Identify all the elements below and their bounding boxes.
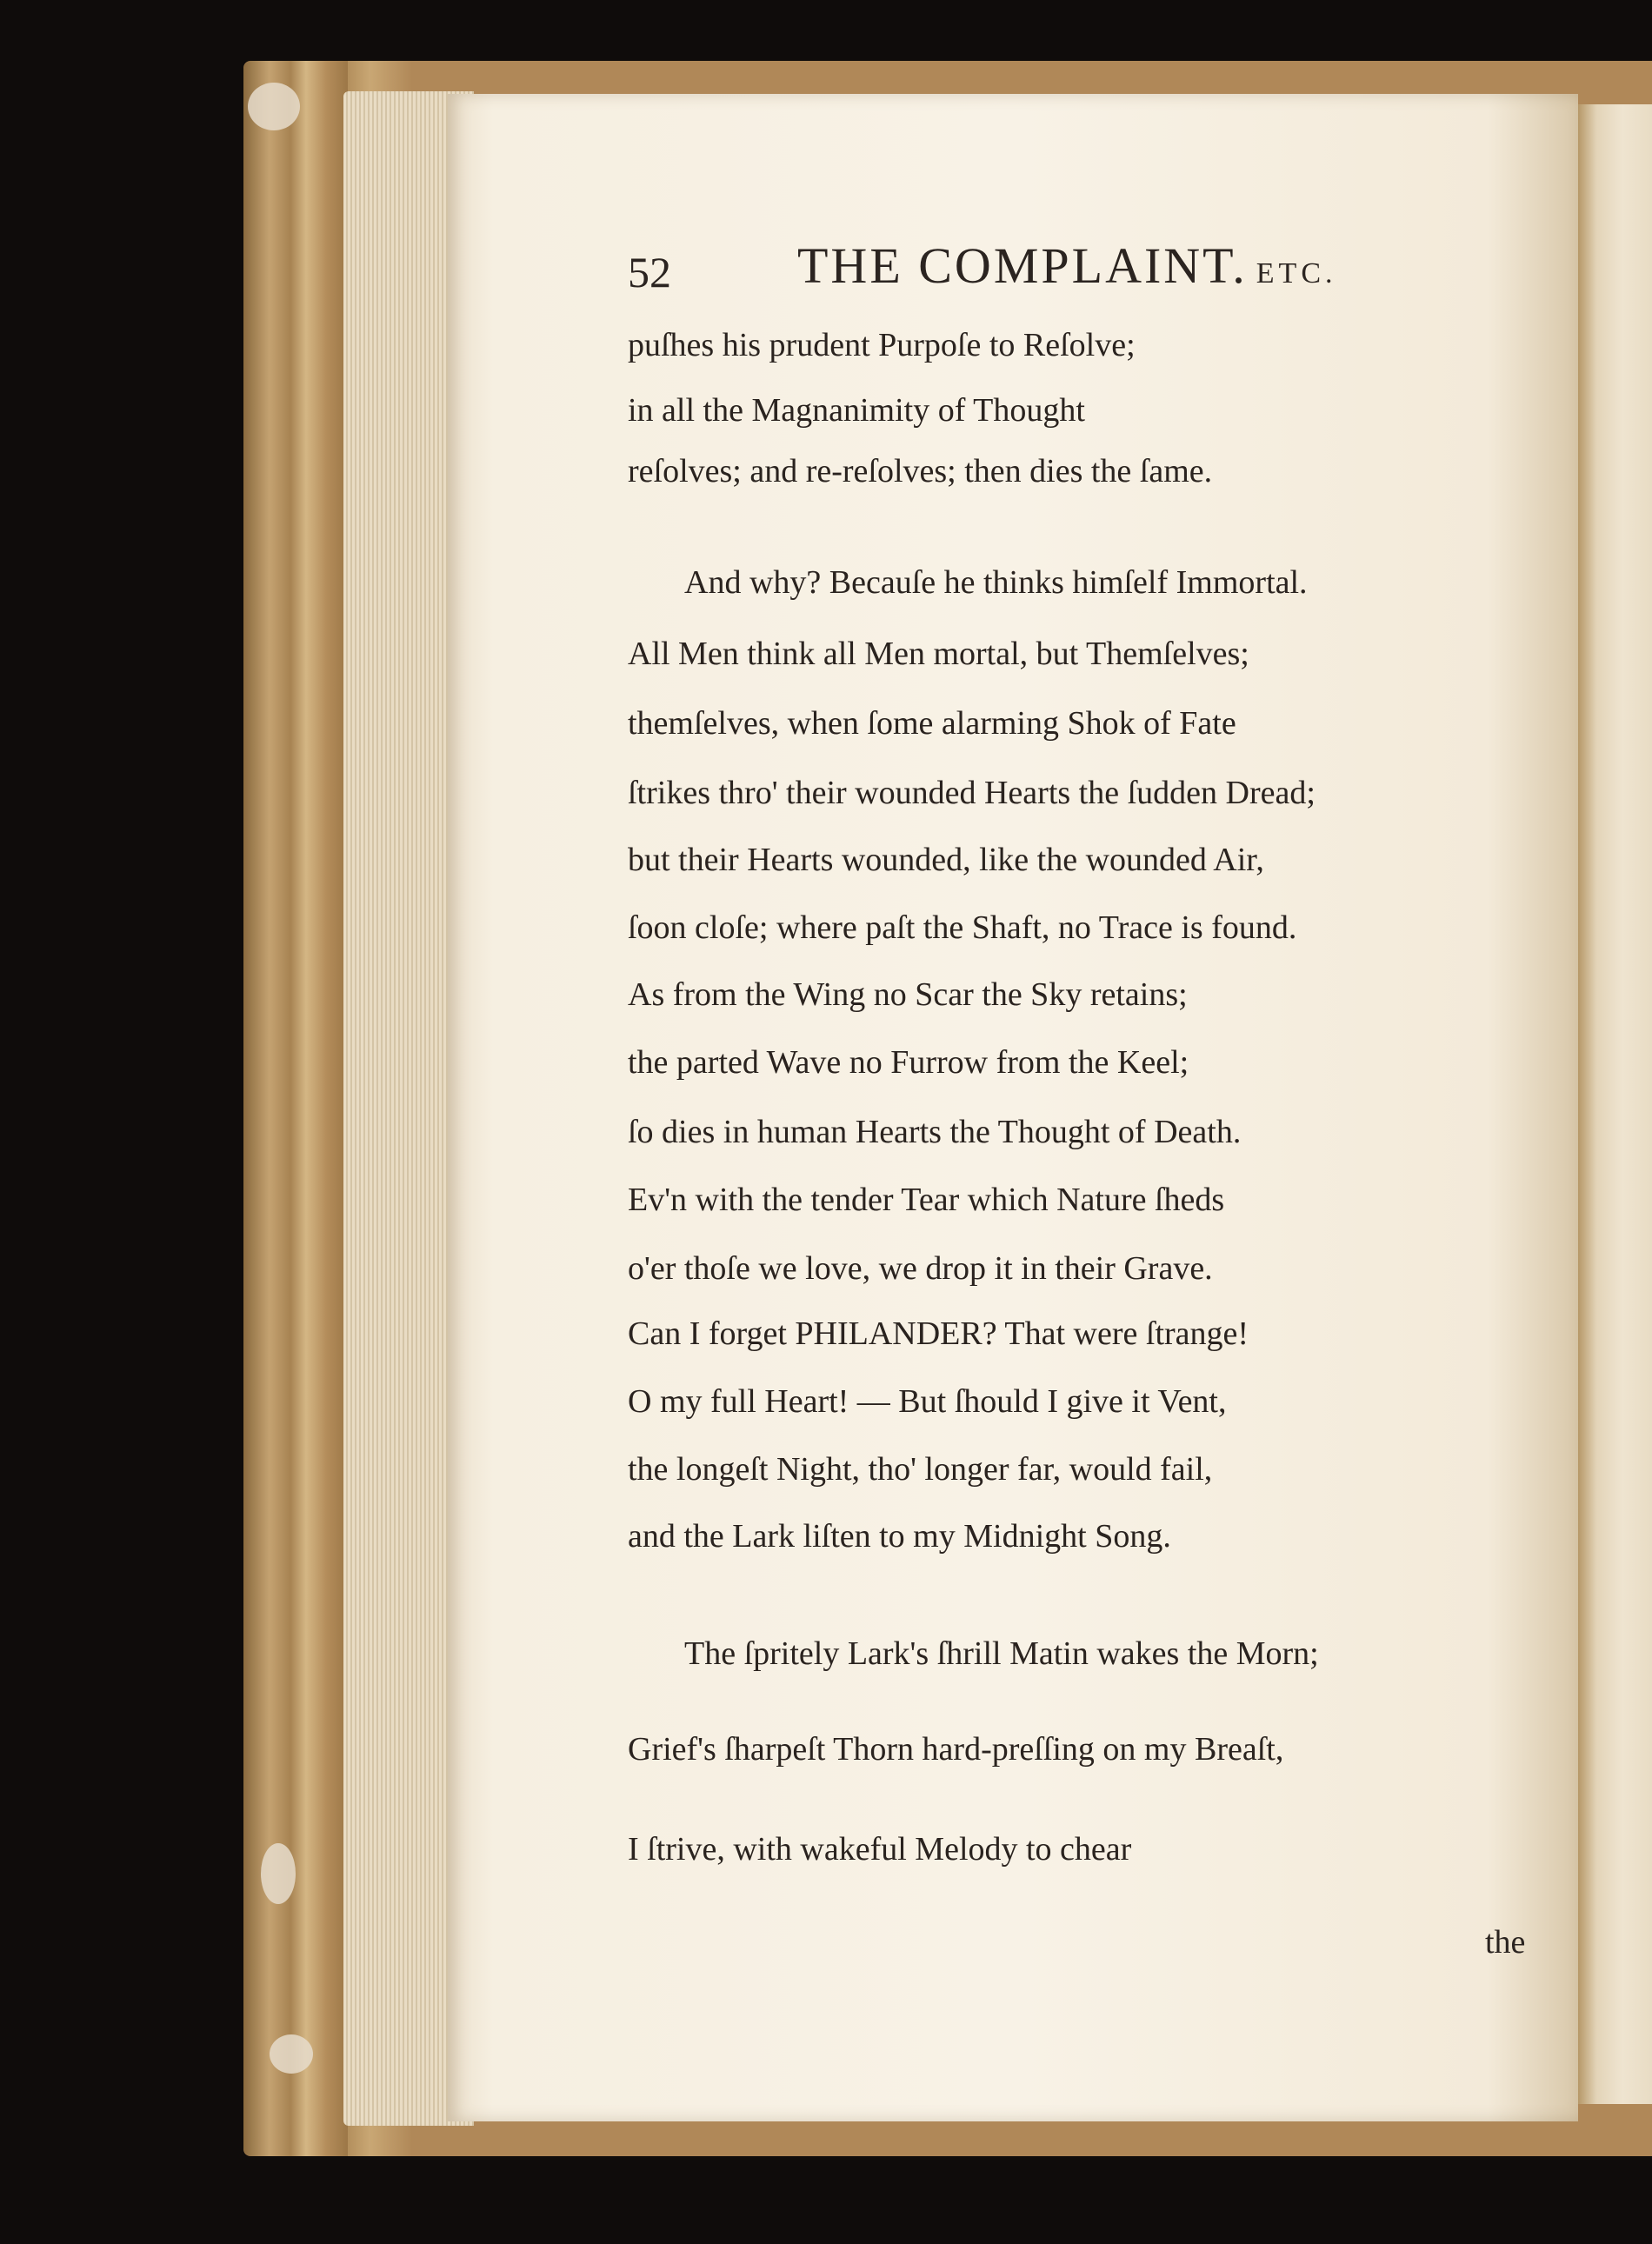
- worn-spot: [261, 1843, 296, 1904]
- text-line: ſo dies in human Hearts the Thought of Death.: [628, 1114, 1242, 1150]
- text-line: All Men think all Men mortal, but Themſelves;: [628, 636, 1249, 672]
- text-line: ſoon cloſe; where paſt the Shaft, no Trace is found.: [628, 909, 1297, 946]
- text-line: Ev'n with the tender Tear which Nature ſheds: [628, 1182, 1225, 1218]
- text-line: themſelves, when ſome alarming Shok of Fate: [628, 705, 1236, 742]
- text-line: And why? Becauſe he thinks himſelf Immortal.: [684, 564, 1308, 601]
- page-header: [628, 236, 1410, 306]
- running-title-text: THE COMPLAINT.: [797, 237, 1248, 294]
- text-line: but their Hearts wounded, like the wounded Air,: [628, 842, 1264, 878]
- text-line: reſolves; and re-reſolves; then dies the ſame.: [628, 453, 1213, 489]
- text-line: I ſtrive, with wakeful Melody to chear: [628, 1831, 1132, 1868]
- text-line: in all the Magnanimity of Thought: [628, 392, 1085, 429]
- running-title: [797, 236, 1337, 295]
- text-line: The ſpritely Lark's ſhrill Matin wakes the Morn;: [684, 1635, 1319, 1672]
- text-line: As from the Wing no Scar the Sky retains;: [628, 976, 1188, 1013]
- running-title-suffix: ETC.: [1256, 257, 1337, 290]
- text-line: o'er thoſe we love, we drop it in their Grave.: [628, 1250, 1213, 1287]
- text-line: and the Lark liſten to my Midnight Song.: [628, 1518, 1171, 1555]
- catchword: the: [1485, 1924, 1526, 1961]
- text-line: ſtrikes thro' their wounded Hearts the ſudden Dread;: [628, 775, 1316, 811]
- worn-spot: [248, 83, 300, 130]
- text-line: the longeſt Night, tho' longer far, would fail,: [628, 1451, 1213, 1488]
- text-line: O my full Heart! — But ſhould I give it Vent,: [628, 1383, 1227, 1420]
- worn-spot: [270, 2034, 313, 2074]
- text-line: Grief's ſharpeſt Thorn hard-preſſing on my Breaſt,: [628, 1731, 1284, 1768]
- facing-page-edge: [1578, 104, 1652, 2104]
- text-line: puſhes his prudent Purpoſe to Reſolve;: [628, 327, 1136, 363]
- page-number: 52: [628, 248, 671, 296]
- text-line: the parted Wave no Furrow from the Keel;: [628, 1044, 1189, 1081]
- book-spine-edge: [243, 61, 348, 2156]
- text-line: Can I forget PHILANDER? That were ſtrange!: [628, 1315, 1249, 1352]
